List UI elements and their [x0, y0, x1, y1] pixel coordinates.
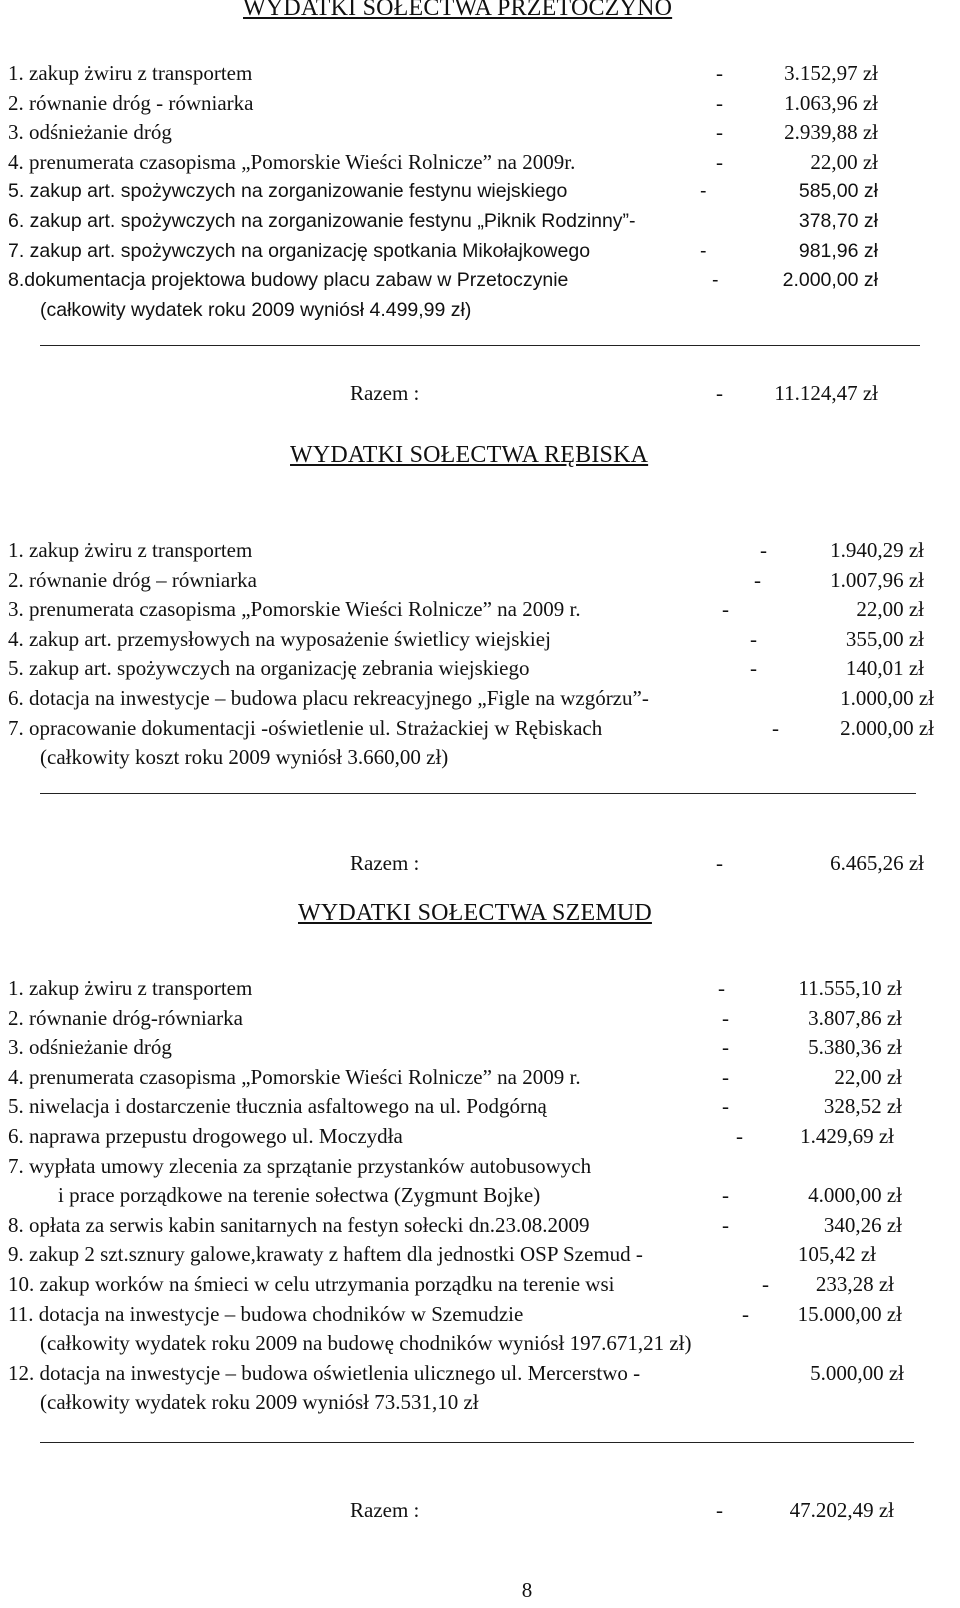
- list-item: 6. dotacja na inwestycje – budowa placu rekreacyjnego „Figle na wzgórzu”- 1.000,00 zł: [8, 685, 934, 710]
- section-title-rebiska: WYDATKI SOŁECTWA RĘBISKA: [290, 442, 649, 468]
- list-item-note: (całkowity wydatek roku 2009 wyniósł 4.499,99 zł): [40, 298, 472, 321]
- list-item-note: (całkowity wydatek roku 2009 wyniósł 73.531,10 zł: [40, 1390, 479, 1415]
- divider-line: [40, 1442, 914, 1443]
- total-row-szemud: Razem : - 47.202,49 zł: [350, 1498, 894, 1522]
- list-item: 5. zakup art. spożywczych na zorganizowanie festynu wiejskiego - 585,00 zł: [8, 180, 878, 203]
- list-item: 2. równanie dróg-równiarka - 3.807,86 zł: [8, 1005, 902, 1030]
- list-item: 5. niwelacja i dostarczenie tłucznia asfaltowego na ul. Podgórną - 328,52 zł: [8, 1094, 902, 1119]
- page-number: 8: [521, 1578, 533, 1602]
- section-rebiska-list: [0, 536, 960, 773]
- divider-line: [40, 345, 920, 346]
- list-item: 4. prenumerata czasopisma „Pomorskie Wieści Rolnicze” na 2009 r. - 22,00 zł: [8, 1064, 902, 1089]
- list-item: 3. odśnieżanie dróg - 2.939,88 zł: [8, 120, 878, 145]
- section-przetoczyno-list: [0, 59, 960, 325]
- list-item: 9. zakup 2 szt.sznury galowe,krawaty z haftem dla jednostki OSP Szemud - 105,42 zł: [8, 1242, 876, 1267]
- list-item: 7. zakup art. spożywczych na organizację spotkania Mikołajkowego - 981,96 zł: [8, 239, 878, 262]
- list-item: 2. równanie dróg – równiarka - 1.007,96 zł: [8, 567, 924, 592]
- list-item: 8. opłata za serwis kabin sanitarnych na festyn sołecki dn.23.08.2009 - 340,26 zł: [8, 1212, 902, 1237]
- list-item: 8.dokumentacja projektowa budowy placu zabaw w Przetoczynie - 2.000,00 zł: [8, 269, 878, 292]
- list-item: 1. zakup żwiru z transportem - 11.555,10 zł: [8, 976, 902, 1000]
- list-item: 10. zakup worków na śmieci w celu utrzymania porządku na terenie wsi - 233,28 zł: [8, 1271, 894, 1296]
- list-item: 3. prenumerata czasopisma „Pomorskie Wieści Rolnicze” na 2009 r. - 22,00 zł: [8, 597, 924, 622]
- list-item: 1. zakup żwiru z transportem - 3.152,97 zł: [8, 61, 878, 85]
- section-title-szemud: WYDATKI SOŁECTWA SZEMUD: [298, 900, 652, 926]
- list-item: 7. wypłata umowy zlecenia za sprzątanie przystanków autobusowych: [8, 1153, 592, 1178]
- list-item: 1. zakup żwiru z transportem - 1.940,29 zł: [8, 538, 924, 562]
- list-item: 6. zakup art. spożywczych na zorganizowanie festynu „Piknik Rodzinny”- 378,70 zł: [8, 209, 878, 232]
- total-row-przetoczyno: Razem : - 11.124,47 zł: [350, 381, 878, 405]
- list-item-note: (całkowity koszt roku 2009 wyniósł 3.660,00 zł): [40, 745, 449, 770]
- list-item-continuation: i prace porządkowe na terenie sołectwa (Zygmunt Bojke) - 4.000,00 zł: [58, 1183, 902, 1208]
- list-item: 5. zakup art. spożywczych na organizację zebrania wiejskiego - 140,01 zł: [8, 656, 924, 681]
- list-item: 4. prenumerata czasopisma „Pomorskie Wieści Rolnicze” na 2009r. - 22,00 zł: [8, 149, 878, 174]
- total-row-rebiska: Razem : - 6.465,26 zł: [350, 851, 924, 875]
- list-item-note: (całkowity wydatek roku 2009 na budowę chodników wyniósł 197.671,21 zł): [40, 1331, 692, 1356]
- divider-line: [40, 793, 916, 794]
- list-item: 12. dotacja na inwestycje – budowa oświetlenia ulicznego ul. Mercerstwo - 5.000,00 zł: [8, 1360, 904, 1385]
- section-szemud-list: [0, 974, 960, 1418]
- list-item: 2. równanie dróg - równiarka - 1.063,96 zł: [8, 90, 878, 115]
- list-item: 4. zakup art. przemysłowych na wyposażenie świetlicy wiejskiej - 355,00 zł: [8, 626, 924, 651]
- list-item: 3. odśnieżanie dróg - 5.380,36 zł: [8, 1035, 902, 1060]
- list-item: 7. opracowanie dokumentacji -oświetlenie ul. Strażackiej w Rębiskach - 2.000,00 zł: [8, 715, 934, 740]
- section-title-przetoczyno: WYDATKI SOŁECTWA PRZETOCZYNO: [243, 0, 673, 21]
- list-item: 6. naprawa przepustu drogowego ul. Moczydła - 1.429,69 zł: [8, 1123, 894, 1148]
- list-item: 11. dotacja na inwestycje – budowa chodników w Szemudzie - 15.000,00 zł: [8, 1301, 902, 1326]
